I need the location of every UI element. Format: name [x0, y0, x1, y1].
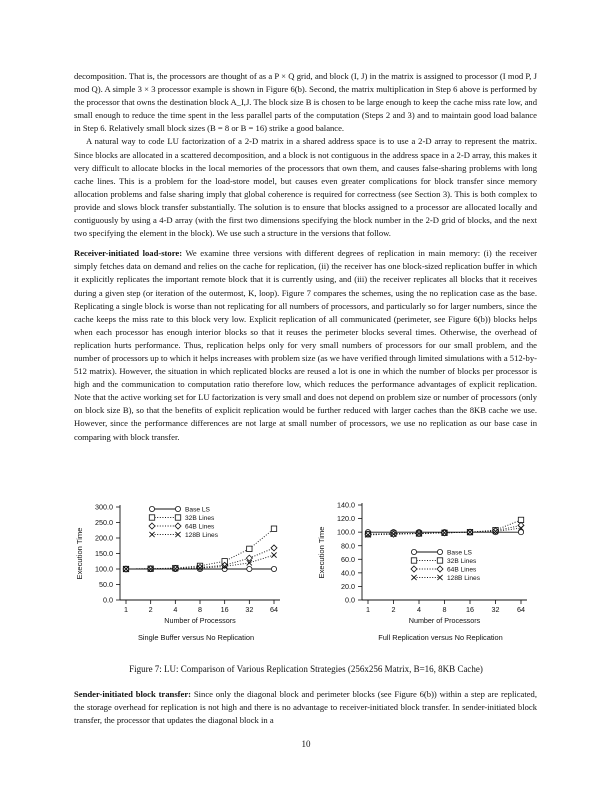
chart2-y-tick-label: 60.0	[341, 554, 355, 564]
chart1-x-tick-label: 8	[198, 605, 202, 614]
chart2-legend-marker	[437, 549, 442, 554]
chart1-x-tick-label: 16	[220, 605, 229, 614]
chart1-legend-marker	[149, 532, 154, 537]
paragraph-3	[74, 247, 537, 443]
section-head-receiver: Receiver-initiated load-store:	[74, 248, 183, 259]
chart1-y-tick-label: 250.0	[95, 518, 113, 528]
chart2-x-tick-label: 32	[491, 605, 500, 614]
chart2-y-tick-label: 40.0	[341, 568, 355, 578]
chart2-x-tick-label: 16	[466, 605, 474, 614]
chart1-y-tick-label: 50.0	[99, 580, 113, 590]
chart2-x-tick-label: 1	[366, 605, 370, 614]
chart1-y-tick-label: 200.0	[95, 533, 113, 543]
chart1-y-tick-label: 150.0	[95, 549, 113, 559]
chart2-y-tick-label: 80.0	[341, 541, 355, 551]
chart1-legend-marker	[149, 506, 154, 511]
chart1-x-tick-label: 1	[124, 605, 128, 614]
chart1-x-tick-label: 4	[173, 605, 178, 614]
chart1-legend-label: 64B Lines	[185, 523, 215, 531]
chart1-legend-label: 32B Lines	[185, 515, 215, 522]
chart2-x-axis-label: Number of Processors	[408, 616, 481, 625]
chart2-legend-marker	[437, 566, 443, 572]
chart1-data-point	[247, 566, 252, 571]
chart1-x-tick-label: 64	[270, 605, 278, 614]
paragraph-1: decomposition. That is, the processors are thought of as a P × Q grid, and block (I, J) in the matrix is assigned to processor (I mod P, J mod Q). A simple 3 × 3 processor example is shown in Figure 6(b). Second, the matrix multiplication in Step 6 above is performed by the processor that owns the destination block A_I,J. The block size B is chosen to be large enough to keep the cache miss rate low, and small enough to reduce the time spent in the less parallel parts of the computation (Steps 2 and 3) and to maintain good load balance in Step 6. Relatively small block sizes (B = 8 or B = 16) strike a good balance.	[74, 71, 537, 134]
chart1-data-point	[247, 546, 252, 551]
chart2-legend-marker	[411, 575, 416, 580]
chart2-y-tick-label: 100.0	[337, 527, 355, 537]
body-text-after	[74, 688, 537, 727]
chart2-legend-marker	[411, 566, 417, 572]
chart1-legend-marker	[175, 506, 180, 511]
chart1-x-tick-label: 2	[148, 605, 153, 614]
chart2-y-tick-label: 0.0	[345, 595, 355, 605]
chart1-y-axis-label: Execution Time	[75, 527, 84, 580]
chart1-data-point	[271, 566, 276, 571]
chart2-legend-marker	[411, 558, 416, 563]
chart2-y-tick-label: 120.0	[337, 514, 355, 524]
paragraph-3-text: We examine three versions with different degrees of replication in main memory: (i) the receiver simply fetches data on demand and relies on the cache for replication, (ii) the receiver has one block-sized replication buffer in which it explicitly replicates the important remote block that it is currently using, and (iii) the receiver replicates all blocks that it receives during a given step (or iteration of the outermost, K, loop). Figure 7 compares the schemes, using the no replication case as the base. Replicating a single block is worse than not replicating for all numbers of processors, and particularly so for larger numbers, since the cache keeps the miss rate to this block very low. Explicit replication of all communicated (perimeter, see Figure 6(b)) blocks helps when each processor has enough interior blocks so that it reuses the perimeter blocks several times. Otherwise, the overhead of replication hurts performance. Thus, replication helps only for very small numbers of processors for our small problem, and the number of processors up to which it helps increases with problem size (as we have verified through limited simulations with a 512-by-512 matrix). However, the situation in which replicated blocks are reused a lot is one in which the number of blocks per processor is high and the communication to computation ratio therefore low, which reduces the performance advantages of explicit replication. Note that the active working set for LU factorization is very small and does not depend on problem size or number of processors (only on block size B), so that the benefits of explicit replication would be further reduced with larger caches than the 8KB cache we use. However, since the performance differences are not large at small number of processors, we use no replication as our base case in comparing with block transfer.	[74, 248, 538, 442]
chart2-legend-label: 64B Lines	[447, 566, 477, 574]
chart1-legend-marker	[175, 515, 180, 520]
chart2-x-tick-label: 2	[391, 605, 396, 614]
section-head-sender: Sender-initiated block transfer:	[74, 689, 192, 699]
figure-7-charts	[74, 497, 537, 657]
chart1-title: Single Buffer versus No Replication	[137, 633, 255, 642]
chart1-y-tick-label: 0.0	[103, 595, 113, 605]
chart1-x-axis-label: Number of Processors	[164, 616, 236, 625]
chart1-data-point	[271, 545, 277, 551]
chart1-legend-marker	[149, 523, 155, 529]
chart1-y-tick-label: 300.0	[95, 502, 113, 512]
paragraph-4	[74, 688, 537, 727]
paragraph-2: A natural way to code LU factorization of a 2-D matrix in a shared address space is to use a 2-D array to represent the matrix. Since blocks are allocated in a scattered decomposition, and a block is not contiguous in the address space in a 2-D array, this makes it very difficult to allocate blocks in the local memories of the processors that own them, and causes false-sharing problems with long cache lines. This is a problem for the load-store model, but causes even greater complications for block transfer since memory allocation problems and false sharing imply that global coherence is required for correctness (see Section 3). This is both complex to provide and slows block transfer substantially. The solution is to ensure that blocks assigned to a processor are allocated locally and contiguously by using a 4-D array (with the first two dimensions specifying the block number in the 2-D grid of blocks, and the next two specifying the element in the block). We use such a structure in the versions that follow.	[74, 136, 537, 239]
chart2-x-tick-label: 64	[517, 605, 525, 614]
chart1-x-tick-label: 32	[245, 605, 254, 614]
chart2-y-axis-label: Execution Time	[317, 526, 326, 579]
chart1-legend-label: Base LS	[185, 506, 210, 514]
body-text	[74, 70, 537, 444]
paragraph-4-text: Since only the diagonal block and perimeter blocks (see Figure 6(b)) within a step are replicated, the storage overhead for replication is not high and there is no advantage to receiver-initiated block transfer. In sender-initiated block transfer, the processor that updates the diagonal block in a	[74, 689, 538, 726]
chart1-data-point	[271, 552, 276, 557]
chart1-legend-label: 128B Lines	[185, 532, 218, 539]
chart2-y-tick-label: 140.0	[337, 500, 355, 510]
chart2-title: Full Replication versus No Replication	[378, 633, 503, 642]
chart1-data-point	[271, 526, 276, 531]
chart1-legend-marker	[149, 515, 154, 520]
figure-7	[74, 497, 537, 642]
chart1-y-tick-label: 100.0	[95, 564, 113, 574]
page-number: 10	[301, 739, 311, 749]
chart2-y-tick-label: 20.0	[341, 582, 355, 592]
chart2-legend-label: 128B Lines	[447, 575, 480, 582]
chart2-legend-marker	[411, 549, 416, 554]
chart2-legend-label: 32B Lines	[447, 558, 477, 565]
figure-caption: Figure 7: LU: Comparison of Various Replication Strategies (256x256 Matrix, B=16, 8KB Cache)	[129, 664, 483, 674]
chart2-legend-label: Base LS	[447, 549, 472, 557]
chart2-x-tick-label: 8	[442, 605, 447, 614]
chart1-legend-marker	[175, 523, 181, 529]
chart2-legend-marker	[437, 558, 442, 563]
chart2-x-tick-label: 4	[417, 605, 421, 614]
